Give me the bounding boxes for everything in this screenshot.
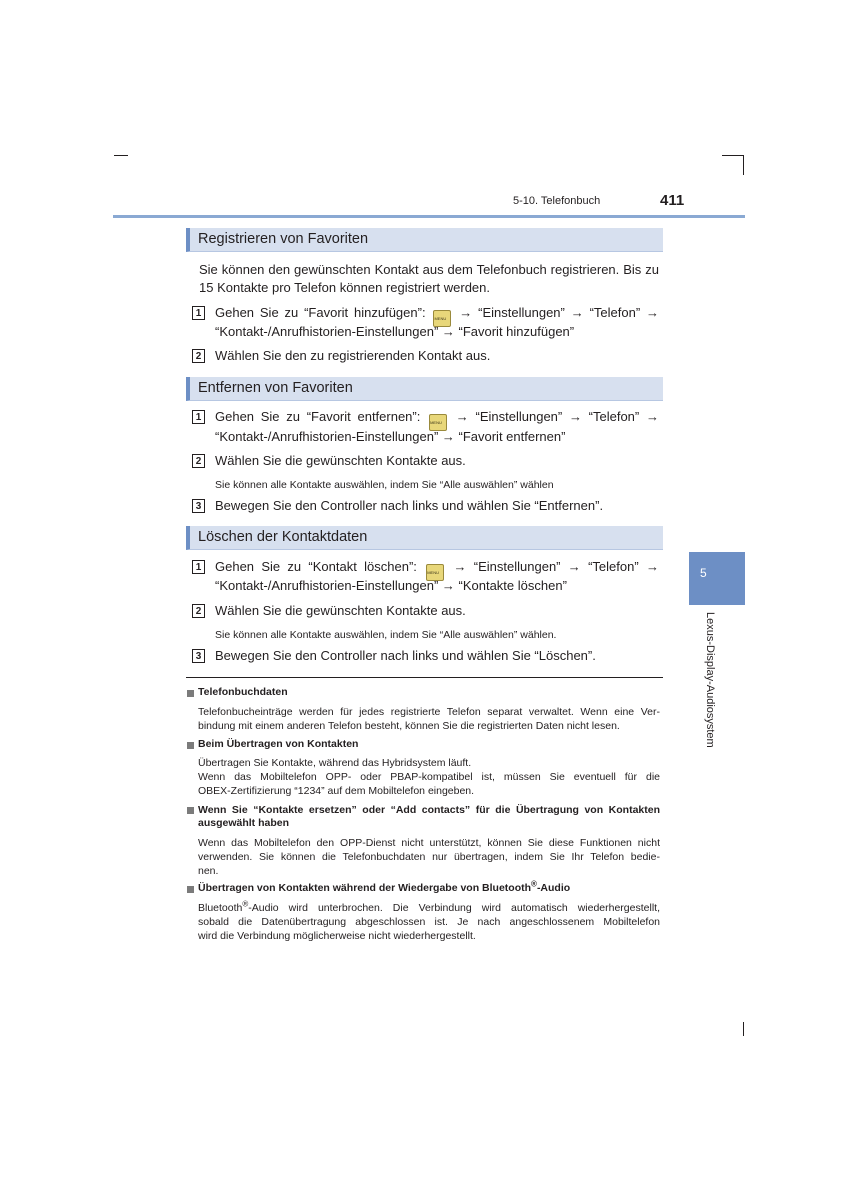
section-title: Entfernen von Favoriten xyxy=(198,380,353,396)
note-bullet xyxy=(187,690,194,697)
note-text: Bluetooth xyxy=(198,902,243,914)
page-number: 411 xyxy=(660,192,685,209)
section-reference: 5-10. Telefonbuch xyxy=(513,195,601,207)
note-title: Telefonbuchdaten xyxy=(198,686,288,698)
chapter-title: Lexus-Display-Audiosystem xyxy=(704,612,716,748)
section-title: Registrieren von Favoriten xyxy=(198,231,369,247)
note-title-text: -Audio xyxy=(536,882,571,894)
crop-mark xyxy=(743,155,744,175)
note-bullet xyxy=(187,886,194,893)
section-title: Löschen der Kontaktdaten xyxy=(198,529,368,545)
step-text-line2: “Kontakt-/Anrufhistorien-Einstellungen” → “Favorit hinzufügen” xyxy=(215,324,575,339)
step-number: 1 xyxy=(192,560,205,574)
registered-mark: ® xyxy=(531,879,537,889)
note-title-line: Wenn Sie “Kontakte ersetzen” oder “Add contacts” für die Übertragung von Kontakten xyxy=(198,804,660,816)
step-text-pre: Gehen Sie zu “Kontakt löschen”: xyxy=(215,559,417,574)
step-number: 3 xyxy=(192,499,205,513)
note-line: nen. xyxy=(198,865,219,877)
note-body xyxy=(198,705,660,733)
step-number: 2 xyxy=(192,604,205,618)
step-text-pre: Gehen Sie zu “Favorit hinzufügen”: xyxy=(215,305,426,320)
note-line: Übertragen Sie Kontakte, während das Hybridsystem läuft. xyxy=(198,757,472,769)
note-line: sobald die Datenübertragung abgeschlossen ist. Je nach angeschlossenem Mobiltelefon xyxy=(198,916,660,928)
note-bullet xyxy=(187,742,194,749)
crop-mark xyxy=(722,155,744,156)
chapter-number: 5 xyxy=(700,566,707,580)
menu-button-icon: MENU xyxy=(433,310,451,327)
registered-mark: ® xyxy=(242,899,249,909)
menu-button-icon: MENU xyxy=(429,414,447,431)
step-text-post: → “Einstellungen” → “Telefon” → xyxy=(455,409,659,424)
step-text-line2: “Kontakt-/Anrufhistorien-Einstellungen” → “Kontakte löschen” xyxy=(215,578,567,593)
note-text: -Audio wird unterbrochen. Die Verbindung wird automatisch wiederhergestellt, xyxy=(248,902,660,914)
step-text-post: → “Einstellungen” → “Telefon” → xyxy=(459,305,659,320)
section-heading-delete-contact-data xyxy=(186,526,663,550)
step-note: Sie können alle Kontakte auswählen, indem Sie “Alle auswählen” wählen xyxy=(215,479,554,491)
note-body xyxy=(198,836,660,878)
section-heading-register-favorites xyxy=(186,228,663,252)
menu-button-icon: MENU xyxy=(426,564,444,581)
chapter-tab xyxy=(689,552,745,605)
step-number: 2 xyxy=(192,349,205,363)
note-title xyxy=(198,804,660,829)
note-title-line: ausgewählt haben xyxy=(198,817,290,829)
step-text: Wählen Sie den zu registrierenden Kontakt aus. xyxy=(215,348,491,363)
notes-divider xyxy=(186,677,663,678)
step-text: Wählen Sie die gewünschten Kontakte aus. xyxy=(215,453,466,468)
step-number: 2 xyxy=(192,454,205,468)
crop-mark xyxy=(114,155,128,156)
step-text: Bewegen Sie den Controller nach links und wählen Sie “Entfernen”. xyxy=(215,498,604,513)
step-number: 1 xyxy=(192,410,205,424)
note-line: verwenden. Sie können die Telefonbuchdaten nur übertragen, indem Sie Ihr Telefon bedie- xyxy=(198,851,660,863)
step-text: Wählen Sie die gewünschten Kontakte aus. xyxy=(215,603,466,618)
step-number: 3 xyxy=(192,649,205,663)
step-number: 1 xyxy=(192,306,205,320)
step-note: Sie können alle Kontakte auswählen, indem Sie “Alle auswählen” wählen. xyxy=(215,629,557,641)
note-title-text: Übertragen von Kontakten während der Wiedergabe von Bluetooth xyxy=(198,882,532,894)
note-body xyxy=(198,901,660,943)
section-heading-remove-favorites xyxy=(186,377,663,401)
note-line: Wenn das Mobiltelefon den OPP-Dienst nicht unterstützt, können Sie diese Funktionen nicht xyxy=(198,837,660,849)
step-text-post: → “Einstellungen” → “Telefon” → xyxy=(453,559,659,574)
note-title: Beim Übertragen von Kontakten xyxy=(198,738,359,750)
note-bullet xyxy=(187,807,194,814)
note-line: OBEX-Zertifizierung “1234” auf dem Mobiltelefon eingeben. xyxy=(198,785,475,797)
crop-mark xyxy=(743,1022,744,1036)
note-line: wird die Verbindung möglicherweise nicht wiederhergestellt. xyxy=(198,930,476,942)
note-line: Wenn das Mobiltelefon OPP- oder PBAP-kompatibel ist, müssen Sie eventuell für die xyxy=(198,771,660,783)
step-text: Bewegen Sie den Controller nach links und wählen Sie “Löschen”. xyxy=(215,648,596,663)
note-line: Telefonbucheinträge werden für jedes registrierte Telefon separat verwaltet. Wenn eine Ver- xyxy=(198,706,660,718)
note-body xyxy=(198,756,660,798)
section-intro-line: 15 Kontakte pro Telefon können registriert werden. xyxy=(199,280,490,295)
step-text-line2: “Kontakt-/Anrufhistorien-Einstellungen” → “Favorit entfernen” xyxy=(215,429,566,444)
step-text-pre: Gehen Sie zu “Favorit entfernen”: xyxy=(215,409,421,424)
section-intro-line: Sie können den gewünschten Kontakt aus dem Telefonbuch registrieren. Bis zu xyxy=(199,262,659,277)
note-line: bindung mit einem anderen Telefon besteht, können Sie die registrierten Daten nicht lesen. xyxy=(198,720,620,732)
header-rule xyxy=(113,215,745,218)
note-title xyxy=(198,879,571,894)
note-line xyxy=(198,901,660,915)
